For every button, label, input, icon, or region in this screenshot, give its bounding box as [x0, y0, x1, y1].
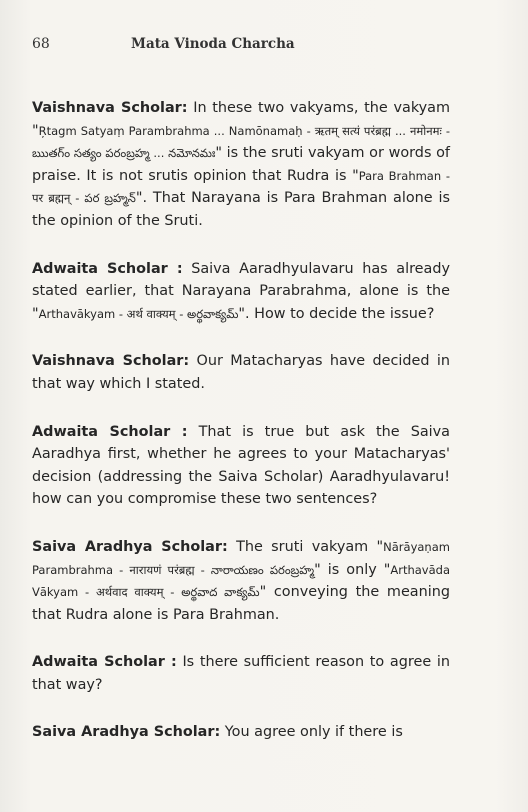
- paragraph: [32, 651, 450, 696]
- paragraph: [32, 97, 450, 233]
- paragraph-text: Is there sufficient reason to agree in that way?: [32, 654, 450, 693]
- quoted-verse: Arthavāda Vākyam - अर्थवाद वाक्यम् - అర్థవాద వాక్యమ్: [32, 562, 450, 600]
- paragraph: [32, 350, 450, 395]
- quoted-verse: Nārāyaṇam Parambrahma - नारायणं परंब्रह्म - నారాయణం పరంబ్రహ్మ: [32, 539, 450, 577]
- paragraph-text: Saiva Aaradhyulavaru has already stated earlier, that Narayana Parabrahma, alone is the ": [32, 260, 450, 322]
- quoted-verse: Para Brahman - पर ब्रह्मन् - పర బ్రహ్మన్: [32, 168, 450, 206]
- paragraph-text: In these two vakyams, the vakyam ": [32, 100, 450, 139]
- paragraph-text: You agree only if there is: [220, 724, 403, 741]
- running-title: Mata Vinoda Charcha: [131, 36, 295, 52]
- speaker-label: Adwaita Scholar :: [32, 654, 177, 671]
- paragraph: [32, 721, 450, 744]
- paragraph: [32, 258, 450, 326]
- paragraph: [32, 421, 450, 511]
- page-header: [32, 36, 496, 58]
- quoted-verse: Ŗtagm Satyaṃ Parambrahma ... Namōnamaḥ - ऋतम् सत्यं परंब्रह्म ... नमोनमः - ఋతగ్ం సత్యం పరంబ్రహ్మ ... నమోనమః: [32, 123, 450, 161]
- speaker-label: Adwaita Scholar :: [32, 423, 188, 440]
- paragraph-text: ". That Narayana is Para Brahman alone is the opinion of the Sruti.: [32, 190, 450, 229]
- paragraph-text: " is the sruti vakyam or words of praise. It is not srutis opinion that Rudra is ": [32, 145, 450, 184]
- paragraph-text: Our Matacharyas have decided in that way which I stated.: [32, 353, 450, 392]
- speaker-label: Vaishnava Scholar:: [32, 100, 188, 116]
- quoted-verse: Arthavākyam - अर्थ वाक्यम् - అర్థవాక్యమ్: [38, 306, 239, 321]
- paragraph-text: ". How to decide the issue?: [238, 305, 435, 322]
- page-number: 68: [32, 36, 50, 52]
- paragraph-text: " is only ": [314, 561, 391, 578]
- speaker-label: Saiva Aradhya Scholar:: [32, 538, 228, 555]
- paragraph-text: That is true but ask the Saiva Aaradhya first, whether he agrees to your Matacharyas' decision (addressing the Saiva Scholar) Aaradhyulavaru! how can you compromise these two sentences?: [32, 423, 451, 508]
- dialogue-text: [32, 97, 450, 769]
- paragraph-text: The sruti vakyam ": [227, 538, 384, 555]
- speaker-label: Adwaita Scholar :: [32, 260, 183, 277]
- paragraph: [32, 536, 450, 626]
- paragraph-text: " conveying the meaning that Rudra alone is Para Brahman.: [32, 584, 450, 623]
- speaker-label: Vaishnava Scholar:: [32, 353, 190, 370]
- speaker-label: Saiva Aradhya Scholar:: [32, 724, 221, 741]
